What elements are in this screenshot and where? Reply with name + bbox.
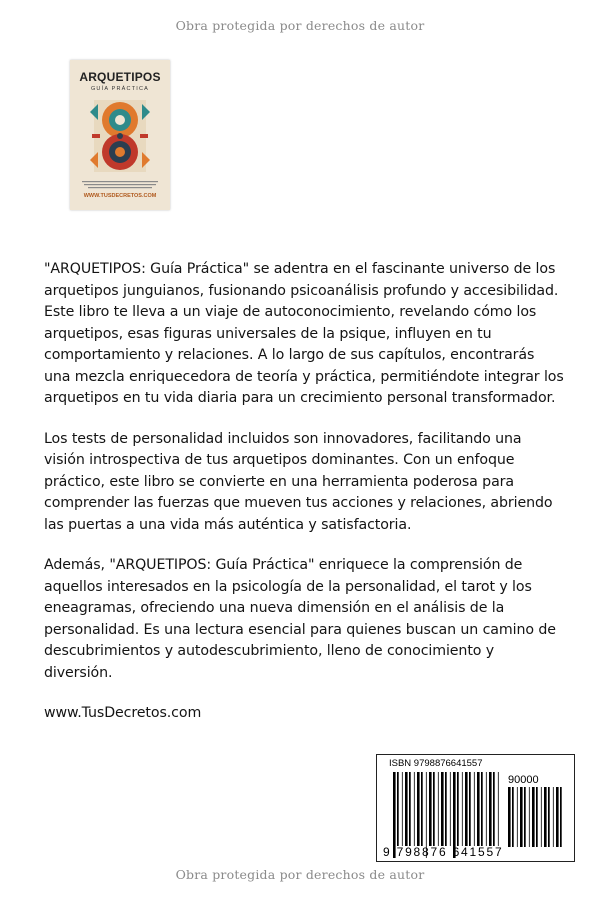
- description-paragraph-3: Además, "ARQUETIPOS: Guía Práctica" enriquece la comprensión de aquellos interesados en la psicología de la personalidad, el tarot y los eneagramas, ofreciendo una nueva dimensión en el análisis de la personalidad. Es una lectura esencial para quienes buscan un camino de descubrimientos y autodescubrimiento, lleno de conocimiento y diversión.: [44, 557, 556, 681]
- barcode-bar: [417, 772, 420, 846]
- barcode-bar: [441, 772, 444, 846]
- barcode-bar: [469, 772, 471, 846]
- cover-title: ARQUETIPOS: [79, 70, 161, 84]
- cover-blurb-placeholder: [78, 180, 162, 191]
- barcode-bar: [541, 787, 542, 847]
- barcode-bar: [544, 787, 547, 847]
- barcode-bar: [536, 787, 538, 847]
- barcode-bar: [429, 772, 432, 846]
- barcode-bar: [517, 787, 518, 847]
- cover-blurb-lines: [78, 180, 162, 190]
- barcode-bar: [465, 772, 468, 846]
- barcode-bar: [421, 772, 423, 846]
- barcode-bar: [508, 787, 511, 847]
- barcode-bar: [438, 772, 439, 846]
- watermark-bottom: Obra protegida por derechos de autor: [175, 867, 425, 882]
- ean-digits: 9 798876 641557: [383, 845, 504, 859]
- barcode-bar: [481, 772, 483, 846]
- barcode-bar: [529, 787, 530, 847]
- barcode-bar: [462, 772, 463, 846]
- description-paragraph-2: Los tests de personalidad incluidos son innovadores, facilitando una visión introspectiva de tus arquetipos dominantes. Con un enfoque práctico, este libro se convierte en una herramienta poderosa para comprender las fuerzas que mueven tus acciones y relaciones, abriendo las puertas a una vida más auténtica y satisfactoria.: [44, 430, 553, 533]
- cover-website: WWW.TUSDECRETOS.COM: [83, 193, 157, 199]
- barcode-bar: [397, 772, 399, 846]
- barcode-bar: [512, 787, 514, 847]
- barcode-bar: [477, 772, 480, 846]
- barcode-bar: [556, 787, 559, 847]
- barcode-bar: [409, 772, 411, 846]
- barcode-bar: [498, 772, 499, 846]
- barcode-bar: [520, 787, 523, 847]
- website-link[interactable]: www.TusDecretos.com: [44, 705, 202, 721]
- barcode-bar: [532, 787, 535, 847]
- barcode-bar: [402, 772, 403, 846]
- watermark-top: Obra protegida por derechos de autor: [175, 18, 425, 33]
- cover-subtitle: GUÍA PRÁCTICA: [90, 86, 150, 92]
- book-description: [44, 259, 564, 725]
- barcode-bar: [489, 772, 492, 846]
- barcode-bar: [445, 772, 447, 846]
- barcode-bar: [524, 787, 526, 847]
- cover-art-figure: [88, 94, 152, 178]
- barcode-bar: [474, 772, 475, 846]
- barcode-bar: [548, 787, 550, 847]
- addon-barcode-bars: [508, 787, 564, 859]
- isbn-barcode: [376, 754, 575, 862]
- barcode-bar: [486, 772, 487, 846]
- barcode-bar: [450, 772, 451, 846]
- barcode-bar: [457, 772, 459, 846]
- barcode-bar: [493, 772, 495, 846]
- barcode-bar: [433, 772, 435, 846]
- book-cover-thumbnail[interactable]: [70, 60, 170, 210]
- barcode-bar: [553, 787, 554, 847]
- price-code: 90000: [508, 774, 539, 786]
- isbn-label: ISBN 9798876641557: [389, 758, 483, 769]
- barcode-bar: [405, 772, 408, 846]
- barcode-bar: [414, 772, 415, 846]
- barcode-bar: [560, 787, 562, 847]
- description-paragraph-1: "ARQUETIPOS: Guía Práctica" se adentra en el fascinante universo de los arquetipos junguianos, fusionando psicoanálisis profundo y accesibilidad. Este libro te lleva a un viaje de autoconocimiento, revelando cómo los arquetipos, esas figuras universales de la psique, influyen en tu comportamiento y relaciones. A lo largo de sus capítulos, encontrarás una mezcla enriquecedora de teoría y práctica, permitiéndote integrar los arquetipos en tu vida diaria para un crecimiento personal transformador.: [44, 261, 564, 406]
